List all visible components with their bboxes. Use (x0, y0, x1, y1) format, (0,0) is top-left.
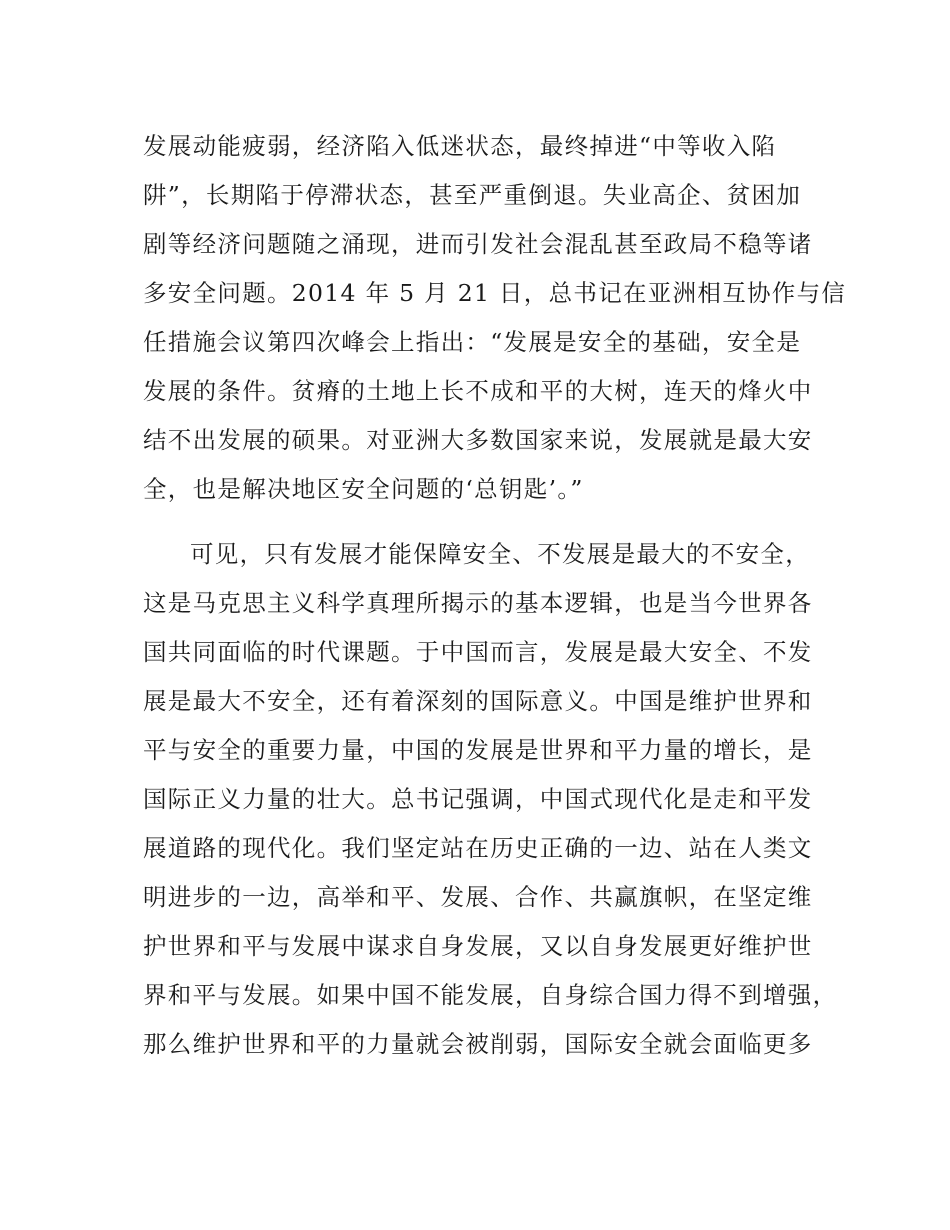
paragraph-continued (143, 122, 847, 514)
text-line: 国共同面临的时代课题。于中国而言，发展是最大安全、不发 (143, 638, 813, 666)
text-line: 明进步的一边，高举和平、发展、合作、共赢旗帜，在坚定维 (143, 883, 813, 911)
text-line: 这是马克思主义科学真理所揭示的基本逻辑，也是当今世界各 (143, 589, 813, 617)
text-line: 阱”，长期陷于停滞状态，甚至严重倒退。失业高企、贫困加 (143, 181, 802, 209)
text-line: 发展的条件。贫瘠的土地上长不成和平的大树，连天的烽火中 (143, 377, 813, 405)
text-line: 剧等经济问题随之涌现，进而引发社会混乱甚至政局不稳等诸 (143, 230, 813, 258)
text-line: 展是最大不安全，还有着深刻的国际意义。中国是维护世界和 (143, 687, 813, 715)
text-line: 任措施会议第四次峰会上指出：“发展是安全的基础，安全是 (143, 328, 802, 356)
text-line-indented: 可见，只有发展才能保障安全、不发展是最大的不安全， (190, 540, 810, 568)
text-line: 结不出发展的硕果。对亚洲大多数国家来说，发展就是最大安 (143, 426, 813, 454)
text-line: 多安全问题。2014 年 5 月 21 日，总书记在亚洲相互协作与信 (143, 279, 847, 307)
text-line: 发展动能疲弱，经济陷入低迷状态，最终掉进“中等收入陷 (143, 132, 777, 160)
text-line: 界和平与发展。如果中国不能发展，自身综合国力得不到增强， (143, 981, 838, 1009)
text-line: 那么维护世界和平的力量就会被削弱，国际安全就会面临更多 (143, 1030, 813, 1058)
text-line: 国际正义力量的壮大。总书记强调，中国式现代化是走和平发 (143, 785, 813, 813)
paragraph-development-security (143, 530, 838, 1069)
text-line: 展道路的现代化。我们坚定站在历史正确的一边、站在人类文 (143, 834, 813, 862)
text-line: 全，也是解决地区安全问题的‘总钥匙’。” (143, 475, 584, 503)
text-line: 护世界和平与发展中谋求自身发展，又以自身发展更好维护世 (143, 932, 813, 960)
text-line: 平与安全的重要力量，中国的发展是世界和平力量的增长，是 (143, 736, 813, 764)
